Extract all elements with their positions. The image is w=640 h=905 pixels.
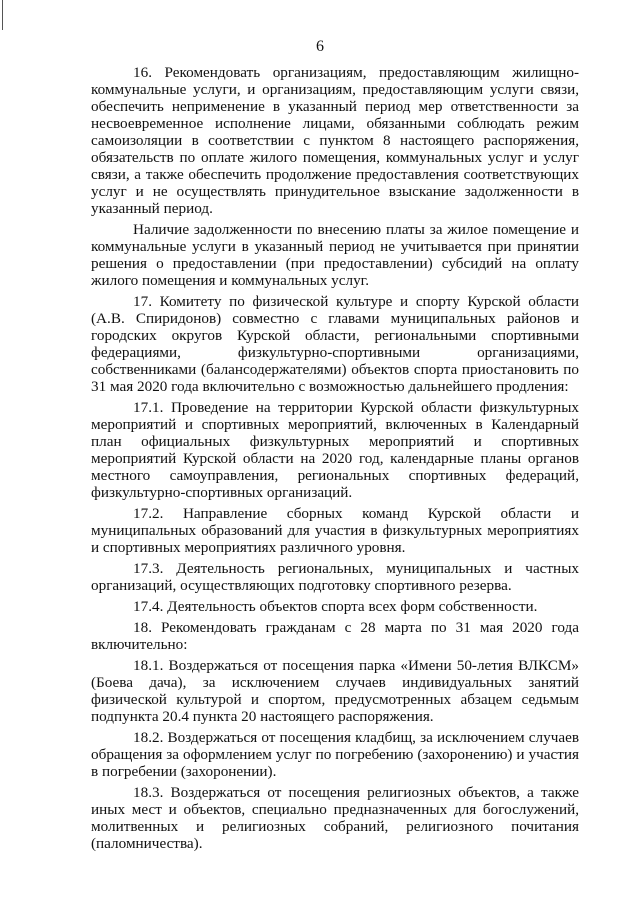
paragraph-17: 17. Комитету по физической культуре и спорту Курской области (А.В. Спиридонов) совместно с главами муниципальных районов и городских округов Курской области, региональными спортивными федерациями, физкультурно-спортивными организациями, собственниками (балансодержателями) объектов спорта приостановить по 31 мая 2020 года включительно с возможностью дальнейшего продления:	[91, 293, 579, 395]
paragraph-18-1: 18.1. Воздержаться от посещения парка «Имени 50-летия ВЛКСМ» (Боева дача), за исключением случаев индивидуальных занятий физической культурой и спортом, предусмотренных абзацем седьмым подпункта 20.4 пункта 20 настоящего распоряжения.	[91, 657, 579, 725]
paragraph-17-1: 17.1. Проведение на территории Курской области физкультурных мероприятий и спортивных мероприятий, включенных в Календарный план официальных физкультурных мероприятий и спортивных мероприятий Курской области на 2020 год, календарные планы органов местного самоуправления, региональных спортивных федераций, физкультурно-спортивных организаций.	[91, 399, 579, 501]
paragraph-18: 18. Рекомендовать гражданам с 28 марта по 31 мая 2020 года включительно:	[91, 619, 579, 653]
paragraph-17-2: 17.2. Направление сборных команд Курской области и муниципальных образований для участия в физкультурных мероприятиях и спортивных мероприятиях различного уровня.	[91, 505, 579, 556]
document-body	[91, 64, 579, 852]
paragraph-17-4: 17.4. Деятельность объектов спорта всех форм собственности.	[133, 598, 538, 615]
paragraph-18-2: 18.2. Воздержаться от посещения кладбищ, за исключением случаев обращения за оформлением услуг по погребению (захоронению) и участия в погребении (захоронении).	[91, 729, 579, 780]
paragraph-16-note: Наличие задолженности по внесению платы за жилое помещение и коммунальные услуги в указанный период не учитывается при принятии решения о предоставлении (при предоставлении) субсидий на оплату жилого помещения и коммунальных услуг.	[91, 221, 579, 289]
paragraph-17-3: 17.3. Деятельность региональных, муниципальных и частных организаций, осуществляющих подготовку спортивного резерва.	[91, 560, 579, 594]
scan-edge-mark	[2, 0, 3, 30]
paragraph-16: 16. Рекомендовать организациям, предоставляющим жилищно-коммунальные услуги, и организациям, предоставляющим услуги связи, обеспечить неприменение в указанный период мер ответственности за несвоевременное исполнение лицами, обязанными соблюдать режим самоизоляции в соответствии с пунктом 8 настоящего распоряжения, обязательств по оплате жилого помещения, коммунальных услуг и услуг связи, а также обеспечить продолжение предоставления соответствующих услуг и не осуществлять принудительное взыскание задолженности в указанный период.	[91, 64, 579, 217]
paragraph-18-3: 18.3. Воздержаться от посещения религиозных объектов, а также иных мест и объектов, специально предназначенных для богослужений, молитвенных и религиозных собраний, религиозного почитания (паломничества).	[91, 784, 579, 852]
page-number: 6	[316, 38, 324, 55]
